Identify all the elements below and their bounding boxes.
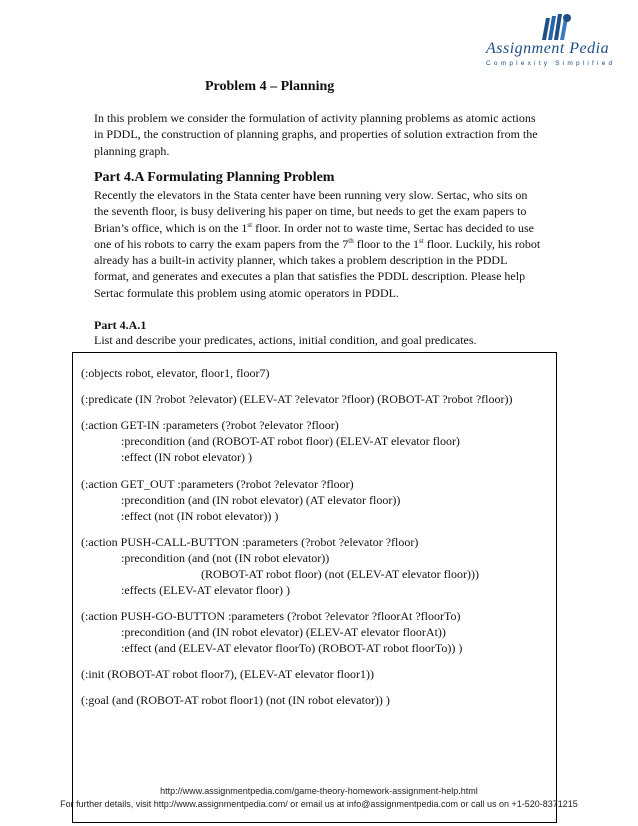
action-getout-effect: :effect (not (IN robot elevator)) ) [121, 509, 279, 523]
action-go-effect: :effect (and (ELEV-AT elevator floorTo) (ROBOT-AT robot floorTo)) ) [121, 641, 463, 655]
superscript-th: th [348, 236, 354, 245]
brand-tagline: Complexity Simplified [486, 60, 616, 67]
action-call-precondition-cont: (ROBOT-AT robot floor) (not (ELEV-AT elevator floor))) [201, 567, 479, 581]
superscript-st-2: st [419, 236, 424, 245]
action-go-header: (:action PUSH-GO-BUTTON :parameters (?robot ?elevator ?floorAt ?floorTo) [81, 609, 461, 623]
problem-text-2: floor. In order not to waste time, Sertac has decided to use one of his robots to carry the exam papers from the 7 [94, 220, 535, 251]
problem-text-3: floor to the 1 [353, 236, 420, 251]
pddl-predicate: (:predicate (IN ?robot ?elevator) (ELEV-AT ?elevator ?floor) (ROBOT-AT ?robot ?floor)) [81, 392, 513, 406]
subpart-heading: Part 4.A.1 [94, 318, 147, 332]
subpart-instructions: List and describe your predicates, actions, initial condition, and goal predicates. [94, 333, 477, 347]
action-call-header: (:action PUSH-CALL-BUTTON :parameters (?robot ?elevator ?floor) [81, 535, 419, 549]
books-icon [540, 12, 572, 42]
action-call-effect: :effects (ELEV-AT elevator floor) ) [121, 583, 291, 597]
action-call-precondition: :precondition (and (not (IN robot elevator)) [121, 551, 330, 565]
footer-contact: For further details, visit http://www.assignmentpedia.com/ or email us at info@assignmentpedia.com or call us on +1-520-8371215 [60, 799, 578, 809]
action-go-precondition: :precondition (and (IN robot elevator) (ELEV-AT elevator floorAt)) [121, 625, 446, 639]
problem-paragraph [94, 187, 542, 301]
action-getin-header: (:action GET-IN :parameters (?robot ?elevator ?floor) [81, 418, 339, 432]
problem-text-4: floor. Luckily, his robot already has a built-in activity planner, which takes a problem description in the PDDL format, and generates and executes a plan that satisfies the PDDL description. Please help Sertac formulate this problem using atomic operators in PDDL. [94, 236, 541, 300]
superscript-st: st [247, 220, 253, 229]
action-getout-header: (:action GET_OUT :parameters (?robot ?elevator ?floor) [81, 477, 354, 491]
assignment-pedia-logo [478, 10, 628, 70]
pddl-objects: (:objects robot, elevator, floor1, floor7) [81, 366, 270, 380]
action-getout-precondition: :precondition (and (IN robot elevator) (AT elevator floor)) [121, 493, 401, 507]
action-getin-precondition: :precondition (and (ROBOT-AT robot floor) (ELEV-AT elevator floor) [121, 434, 460, 448]
footer-url[interactable]: http://www.assignmentpedia.com/game-theory-homework-assignment-help.html [160, 786, 478, 796]
page-title: Problem 4 – Planning [205, 79, 335, 94]
action-getin-effect: :effect (IN robot elevator) ) [121, 450, 253, 464]
pddl-init: (:init (ROBOT-AT robot floor7), (ELEV-AT elevator floor1)) [81, 667, 374, 681]
pddl-goal: (:goal (and (ROBOT-AT robot floor1) (not (IN robot elevator)) ) [81, 693, 390, 707]
intro-paragraph: In this problem we consider the formulation of activity planning problems as atomic actions in PDDL, the construction of planning graphs, and properties of solution extraction from the planning graph. [94, 111, 538, 158]
brand-name: Assignment Pedia [486, 40, 610, 57]
part-heading: Part 4.A Formulating Planning Problem [94, 170, 335, 185]
problem-text-1: Recently the elevators in the Stata center have been running very slow. Sertac, who sits on the seventh floor, is busy delivering his paper on time, but needs to get the exam papers to Brian’s office, which is on the 1 [94, 188, 528, 235]
